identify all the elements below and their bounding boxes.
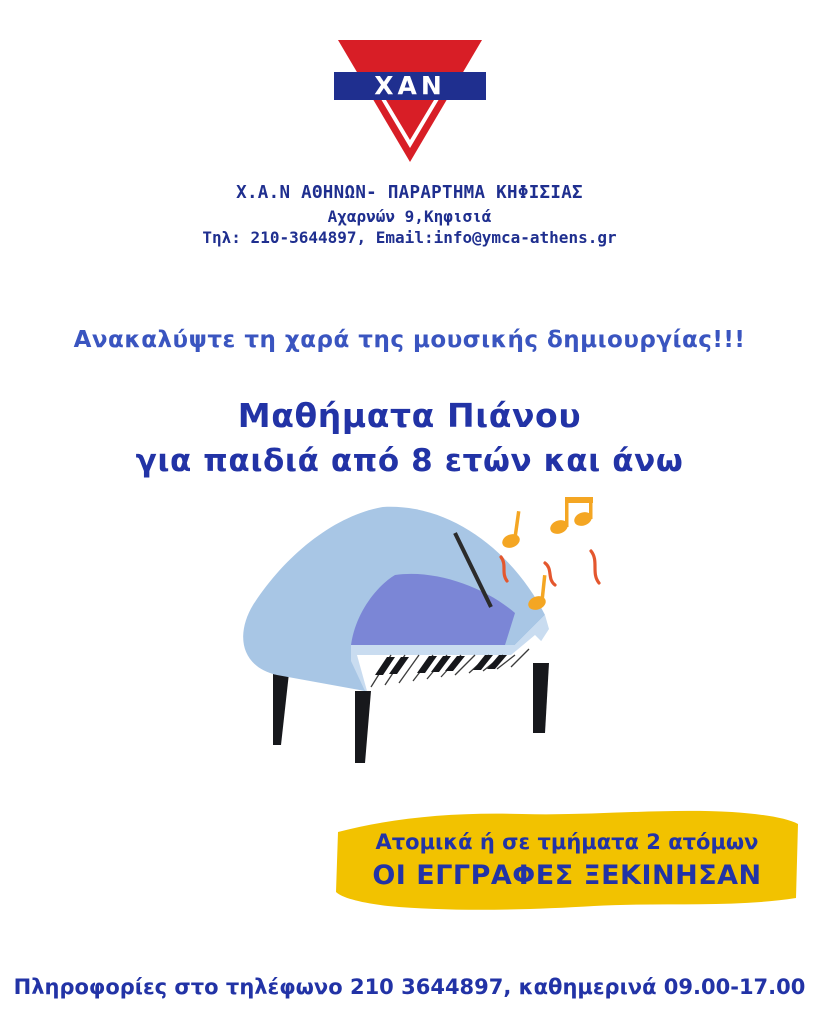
banner-subtitle: Ατομικά ή σε τμήματα 2 ατόμων (375, 829, 759, 854)
ymca-triangle-logo (320, 32, 500, 162)
tagline: Ανακαλύψτε τη χαρά της μουσικής δημιουργίας!!! (73, 327, 746, 353)
logo-container (0, 32, 819, 162)
page-title-line2: για παιδιά από 8 ετών και άνω (135, 443, 684, 479)
enrollment-banner (332, 806, 802, 914)
org-name: Χ.Α.Ν ΑΘΗΝΩΝ- ΠΑΡΑΡΤΗΜΑ ΚΗΦΙΣΙΑΣ (236, 183, 583, 203)
grand-piano-illustration (215, 495, 635, 795)
org-contact: Τηλ: 210-3644897, Email:info@ymca-athens.gr (202, 228, 617, 248)
svg-text:ΧΑΝ: ΧΑΝ (373, 71, 446, 100)
org-address: Αχαρνών 9,Κηφισιά (327, 206, 492, 226)
page-title-line1: Μαθήματα Πιάνου (237, 396, 582, 435)
banner-title: ΟΙ ΕΓΓΡΑΦΕΣ ΞΕΚΙΝΗΣΑΝ (372, 859, 762, 891)
organization-info (0, 182, 819, 249)
footer-contact-info: Πληροφορίες στο τηλέφωνο 210 3644897, καθημερινά 09.00-17.00 (13, 975, 806, 999)
banner-text-group (332, 806, 802, 914)
